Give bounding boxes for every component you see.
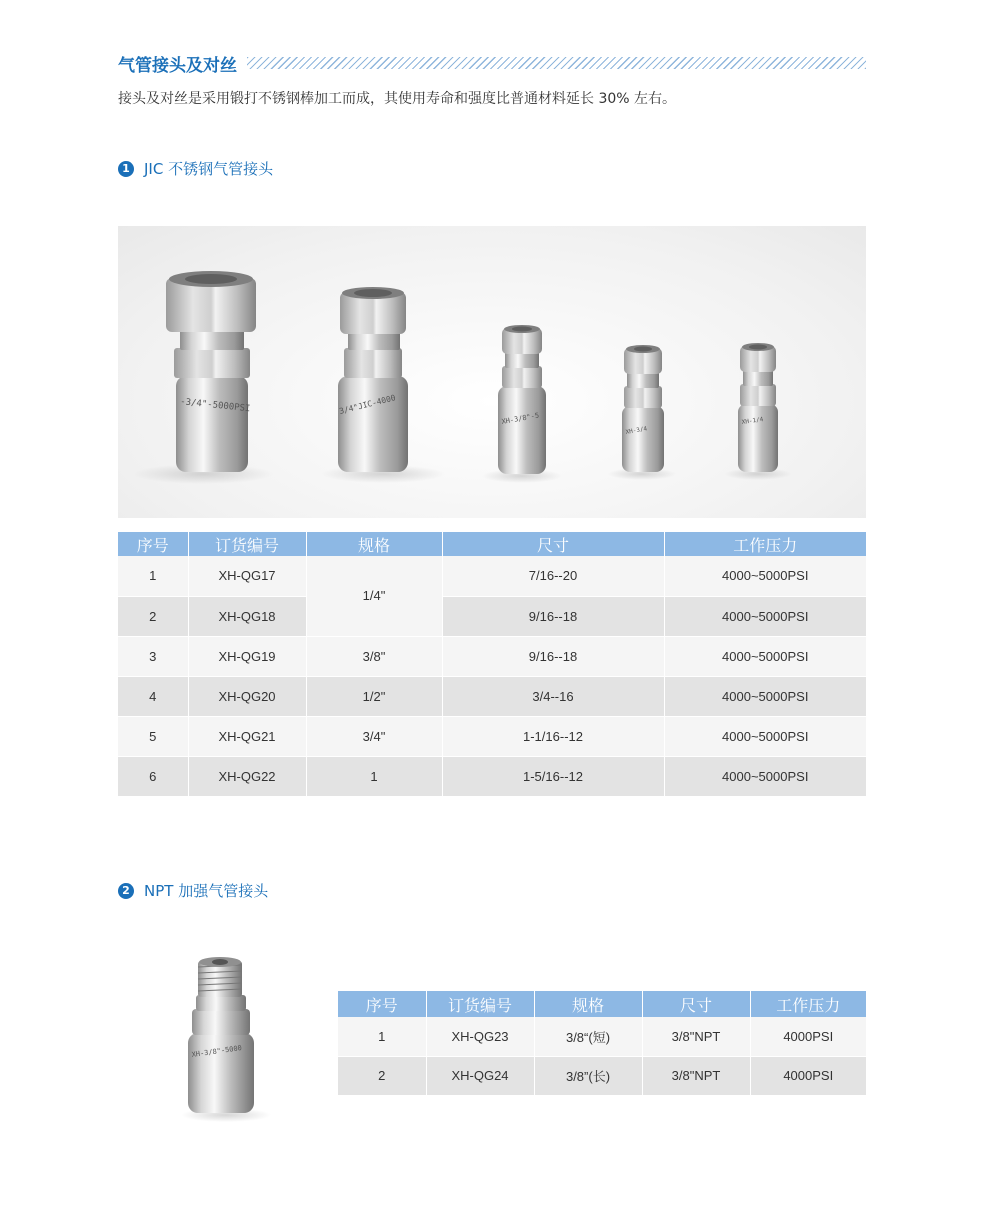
col-header-spec: 规格 <box>306 532 442 556</box>
table-row <box>118 596 866 636</box>
cell-code: XH-QG21 <box>188 716 306 756</box>
cell-no: 1 <box>338 1017 426 1056</box>
cell-code: XH-QG22 <box>188 756 306 796</box>
cell-pressure: 4000~5000PSI <box>664 756 866 796</box>
cell-pressure: 4000PSI <box>750 1017 866 1056</box>
page-title: 气管接头及对丝 <box>118 55 237 76</box>
section-1-heading <box>118 158 273 179</box>
cell-spec: 3/4" <box>306 716 442 756</box>
table-row <box>118 676 866 716</box>
fitting-5-mark: XH-1/4 <box>741 416 764 426</box>
cell-code: XH-QG19 <box>188 636 306 676</box>
cell-no: 2 <box>118 596 188 636</box>
cell-spec: 1/2" <box>306 676 442 716</box>
fitting-4-mark: XH-3/4 <box>625 425 648 436</box>
cell-spec: 3/8”(长) <box>534 1056 642 1095</box>
section-1-number-badge: 1 <box>118 161 134 177</box>
npt-fitting-mark: XH-3/8"-5000 <box>191 1044 243 1059</box>
col-header-pressure: 工作压力 <box>750 991 866 1017</box>
cell-size: 3/4--16 <box>442 676 664 716</box>
fitting-3-mark: XH-3/8"-5 <box>500 411 540 426</box>
page-title-row <box>118 50 866 76</box>
section-1-title: JIC 不锈钢气管接头 <box>144 160 274 178</box>
cell-spec: 1/4" <box>306 556 442 636</box>
cell-no: 3 <box>118 636 188 676</box>
fitting-1-mark: -3/4"-5000PSI <box>179 397 251 415</box>
section-2-number-badge: 2 <box>118 883 134 899</box>
cell-no: 6 <box>118 756 188 796</box>
table-row <box>118 556 866 596</box>
cell-code: XH-QG17 <box>188 556 306 596</box>
npt-fitting-photo <box>168 945 278 1125</box>
cell-code: XH-QG24 <box>426 1056 534 1095</box>
fitting-small-5 <box>724 343 792 480</box>
intro-text: 接头及对丝是采用锻打不锈钢棒加工而成，其使用寿命和强度比普通材料延长 30% 左右。 <box>118 91 677 107</box>
cell-code: XH-QG23 <box>426 1017 534 1056</box>
cell-no: 2 <box>338 1056 426 1095</box>
cell-size: 9/16--18 <box>442 636 664 676</box>
npt-fitting-illustration <box>168 945 278 1125</box>
section-2-heading <box>118 880 268 901</box>
jic-fittings-photo <box>118 226 866 518</box>
cell-pressure: 4000~5000PSI <box>664 676 866 716</box>
cell-spec: 1 <box>306 756 442 796</box>
npt-spec-table <box>338 991 866 1096</box>
cell-pressure: 4000~5000PSI <box>664 636 866 676</box>
cell-no: 1 <box>118 556 188 596</box>
cell-no: 5 <box>118 716 188 756</box>
cell-spec: 3/8“(短) <box>534 1017 642 1056</box>
cell-spec: 3/8" <box>306 636 442 676</box>
col-header-size: 尺寸 <box>642 991 750 1017</box>
table-row <box>118 716 866 756</box>
cell-pressure: 4000~5000PSI <box>664 556 866 596</box>
fitting-small-4 <box>608 345 676 480</box>
table-row <box>338 1056 866 1095</box>
table-row <box>118 636 866 676</box>
fitting-large-2 <box>321 287 445 483</box>
fitting-2-mark: 3/4"JIC-4000 <box>338 393 397 416</box>
table-header-row <box>338 991 866 1017</box>
cell-size: 1-5/16--12 <box>442 756 664 796</box>
cell-size: 3/8"NPT <box>642 1017 750 1056</box>
col-header-no: 序号 <box>118 532 188 556</box>
fitting-large-1 <box>133 271 273 484</box>
cell-pressure: 4000~5000PSI <box>664 596 866 636</box>
col-header-pressure: 工作压力 <box>664 532 866 556</box>
cell-size: 7/16--20 <box>442 556 664 596</box>
cell-code: XH-QG18 <box>188 596 306 636</box>
jic-fittings-illustration <box>118 226 866 518</box>
fitting-medium-3 <box>482 325 562 483</box>
cell-pressure: 4000~5000PSI <box>664 716 866 756</box>
cell-size: 3/8"NPT <box>642 1056 750 1095</box>
col-header-code: 订货编号 <box>426 991 534 1017</box>
cell-pressure: 4000PSI <box>750 1056 866 1095</box>
title-hatch-divider <box>247 57 866 69</box>
table-row <box>338 1017 866 1056</box>
col-header-no: 序号 <box>338 991 426 1017</box>
col-header-size: 尺寸 <box>442 532 664 556</box>
col-header-code: 订货编号 <box>188 532 306 556</box>
cell-code: XH-QG20 <box>188 676 306 716</box>
cell-no: 4 <box>118 676 188 716</box>
table-header-row <box>118 532 866 556</box>
cell-size: 9/16--18 <box>442 596 664 636</box>
jic-spec-table <box>118 532 866 797</box>
col-header-spec: 规格 <box>534 991 642 1017</box>
table-row <box>118 756 866 796</box>
section-2-title: NPT 加强气管接头 <box>144 882 269 900</box>
cell-size: 1-1/16--12 <box>442 716 664 756</box>
